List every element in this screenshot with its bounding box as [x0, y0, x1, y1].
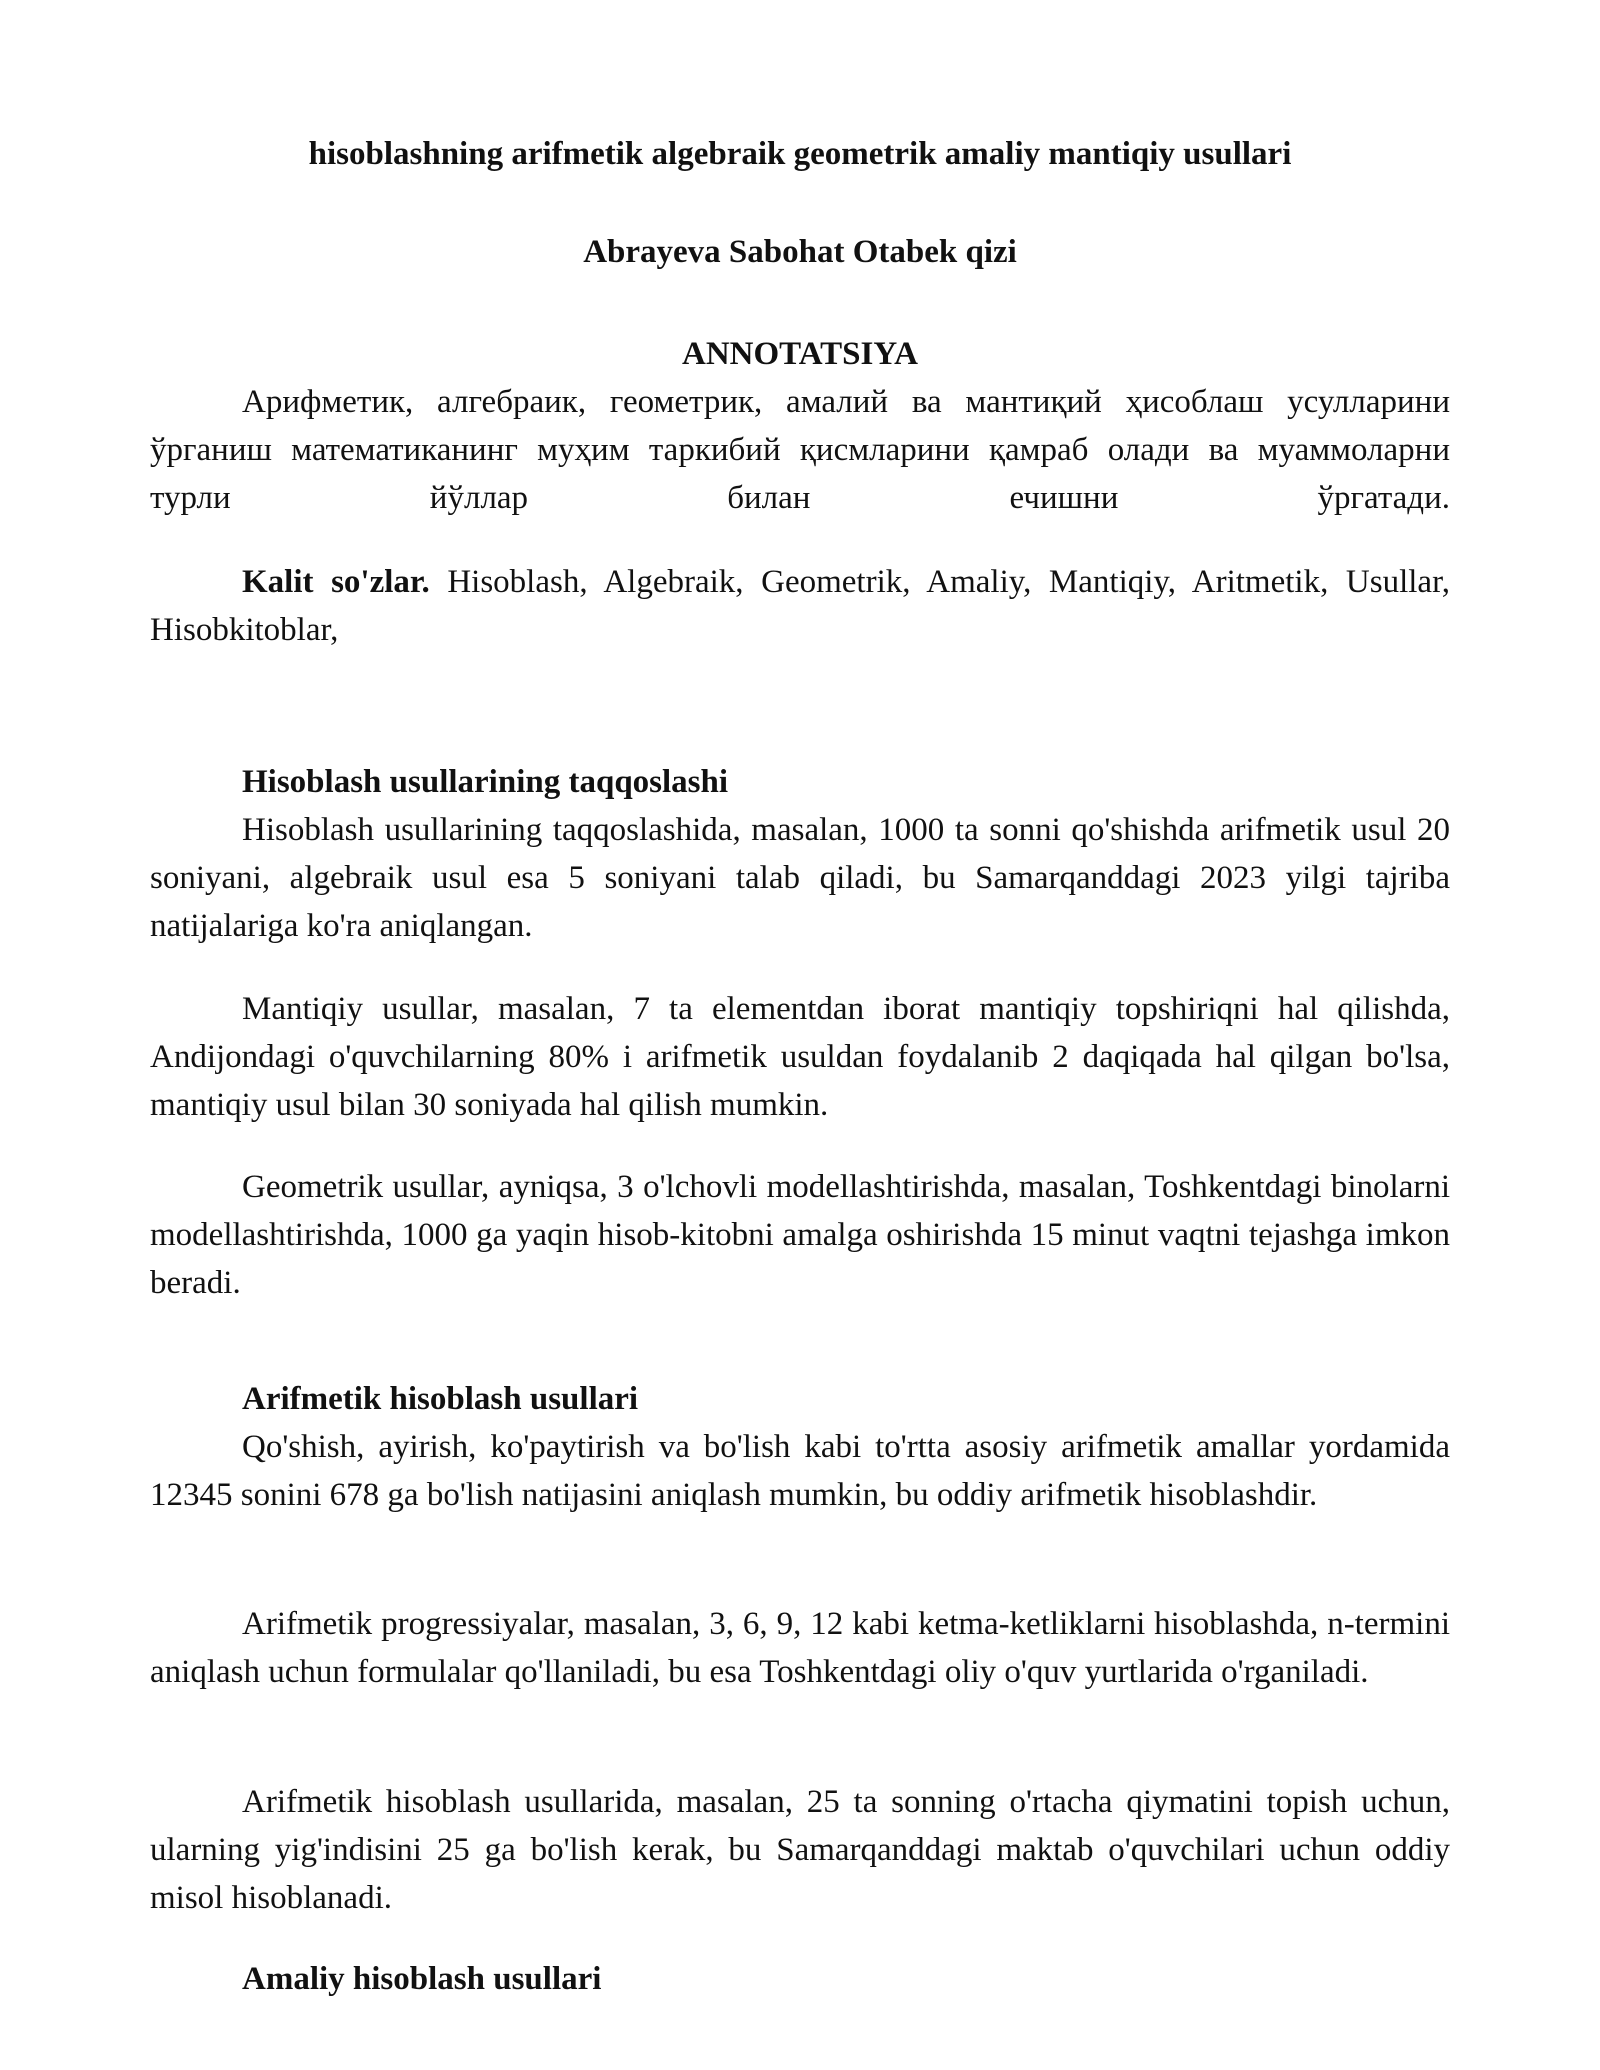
section-heading-arithmetic: Arifmetik hisoblash usullari	[242, 1381, 639, 1417]
paragraph-comparison-3: Geometrik usullar, ayniqsa, 3 o'lchovli modellashtirishda, masalan, Toshkentdagi binolarni modellashtirishda, 1000 ga yaqin hisob-kitobni amalga oshirishda 15 minut vaqtni tejashga imkon beradi.	[150, 1169, 1450, 1301]
document-author: Abrayeva Sabohat Otabek qizi	[583, 234, 1017, 270]
keywords-text: Hisoblash, Algebraik, Geometrik, Amaliy, Mantiqiy, Aritmetik, Usullar, Hisobkitoblar,	[150, 564, 1450, 648]
annotation-heading: ANNOTATSIYA	[682, 336, 918, 372]
paragraph-comparison-2: Mantiqiy usullar, masalan, 7 ta elementdan iborat mantiqiy topshiriqni hal qilishda, Andijondagi o'quvchilarning 80% i arifmetik usuldan foydalanib 2 daqiqada hal qilgan bo'lsa, mantiqiy usul bilan 30 soniyada hal qilish mumkin.	[150, 991, 1450, 1123]
keywords-paragraph	[150, 558, 1450, 654]
paragraph-arithmetic-1: Qo'shish, ayirish, ko'paytirish va bo'lish kabi to'rtta asosiy arifmetik amallar yordamida 12345 sonini 678 ga bo'lish natijasini aniqlash mumkin, bu oddiy arifmetik hisoblashdir.	[150, 1429, 1450, 1513]
document-page	[150, 0, 1450, 2070]
section-heading-practical: Amaliy hisoblash usullari	[242, 1961, 602, 1997]
keywords-label: Kalit so'zlar.	[242, 564, 430, 600]
document-title: hisoblashning arifmetik algebraik geometrik amaliy mantiqiy usullari	[308, 136, 1292, 172]
paragraph-arithmetic-3: Arifmetik hisoblash usullarida, masalan, 25 ta sonning o'rtacha qiymatini topish uchun, ularning yig'indisini 25 ga bo'lish kerak, bu Samarqanddagi maktab o'quvchilari uchun oddiy misol hisoblanadi.	[150, 1784, 1450, 1916]
paragraph-arithmetic-2: Arifmetik progressiyalar, masalan, 3, 6, 9, 12 kabi ketma-ketliklarni hisoblashda, n-termini aniqlash uchun formulalar qo'llaniladi, bu esa Toshkentdagi oliy o'quv yurtlarida o'rganiladi.	[150, 1606, 1450, 1690]
section-heading-comparison: Hisoblash usullarining taqqoslashi	[242, 764, 729, 800]
annotation-text: Арифметик, алгебраик, геометрик, амалий ва мантиқий ҳисоблаш усулларини ўрганиш математиканинг муҳим таркибий қисмларини қамраб олади ва муаммоларни турли йўллар билан ечишни ўргатади.	[150, 384, 1450, 516]
paragraph-comparison-1: Hisoblash usullarining taqqoslashida, masalan, 1000 ta sonni qo'shishda arifmetik usul 20 soniyani, algebraik usul esa 5 soniyani talab qiladi, bu Samarqanddagi 2023 yilgi tajriba natijalariga ko'ra aniqlangan.	[150, 812, 1450, 944]
